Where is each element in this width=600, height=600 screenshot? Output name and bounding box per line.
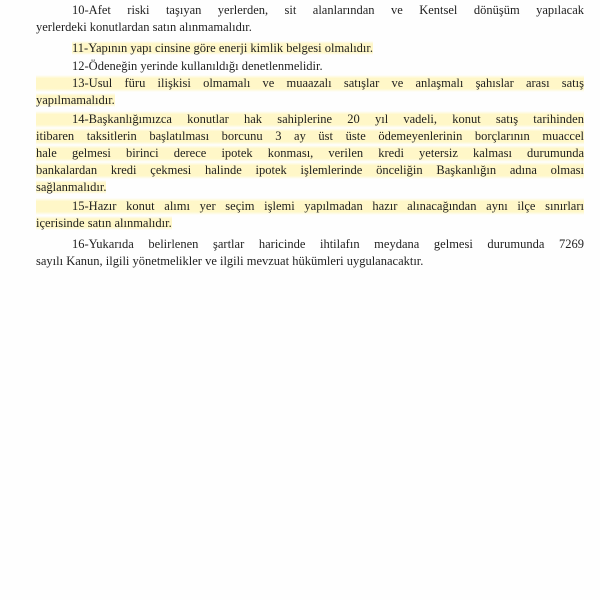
clause-14-line-2: itibaren taksitlerin başlatılması borcunu 3 ay üst üste ödemeyenlerinin borçlarının muaccel: [36, 129, 584, 143]
clause-13: [36, 75, 584, 109]
clause-16: [36, 236, 584, 270]
clause-16-line-2: sayılı Kanun, ilgili yönetmelikler ve ilgili mevzuat hükümleri uygulanacaktır.: [36, 254, 424, 268]
clause-13-line-2: yapılmamalıdır.: [36, 93, 115, 107]
clause-12-line-1: 12-Ödeneğin yerinde kullanıldığı denetlenmelidir.: [72, 59, 323, 73]
clause-12: [36, 58, 584, 75]
clause-15: [36, 198, 584, 232]
clause-14-line-4: bankalardan kredi çekmesi halinde ipotek işlemlerinde önceliğin Başkanlığın adına olması: [36, 163, 584, 177]
clause-11: [36, 40, 584, 57]
clause-10: [36, 2, 584, 36]
clause-14-line-1: 14-Başkanlığımızca konutlar hak sahiplerine 20 yıl vadeli, konut satış tarihinden: [36, 111, 584, 128]
clause-14-line-5-wrap: [36, 179, 584, 196]
clause-15-line-2: içerisinde satın alınmalıdır.: [36, 216, 172, 230]
clause-11-line-1: 11-Yapının yapı cinsine göre enerji kimlik belgesi olmalıdır.: [72, 41, 373, 55]
clause-10-line-2: yerlerdeki konutlardan satın alınmamalıdır.: [36, 20, 252, 34]
clause-11-line-wrap: [36, 40, 584, 57]
clause-14-line-5: sağlanmalıdır.: [36, 180, 107, 194]
clause-15-line-1: 15-Hazır konut alımı yer seçim işlemi yapılmadan hazır alınacağından aynı ilçe sınırları: [36, 198, 584, 215]
clause-14: [36, 111, 584, 196]
clause-15-line-2-wrap: [36, 215, 584, 232]
clause-13-line-1: 13-Usul füru ilişkisi olmamalı ve muaazalı satışlar ve anlaşmalı şahıslar arası satış: [36, 75, 584, 92]
clause-10-line-1: 10-Afet riski taşıyan yerlerden, sit alanlarından ve Kentsel dönüşüm yapılacak: [72, 3, 584, 17]
clause-16-line-1: 16-Yukarıda belirlenen şartlar haricinde ihtilafın meydana gelmesi durumunda 7269: [72, 237, 584, 251]
clause-13-line-2-wrap: [36, 92, 584, 109]
clause-14-line-3: hale gelmesi birinci derece ipotek konması, verilen kredi yetersiz kalması durumunda: [36, 146, 584, 160]
